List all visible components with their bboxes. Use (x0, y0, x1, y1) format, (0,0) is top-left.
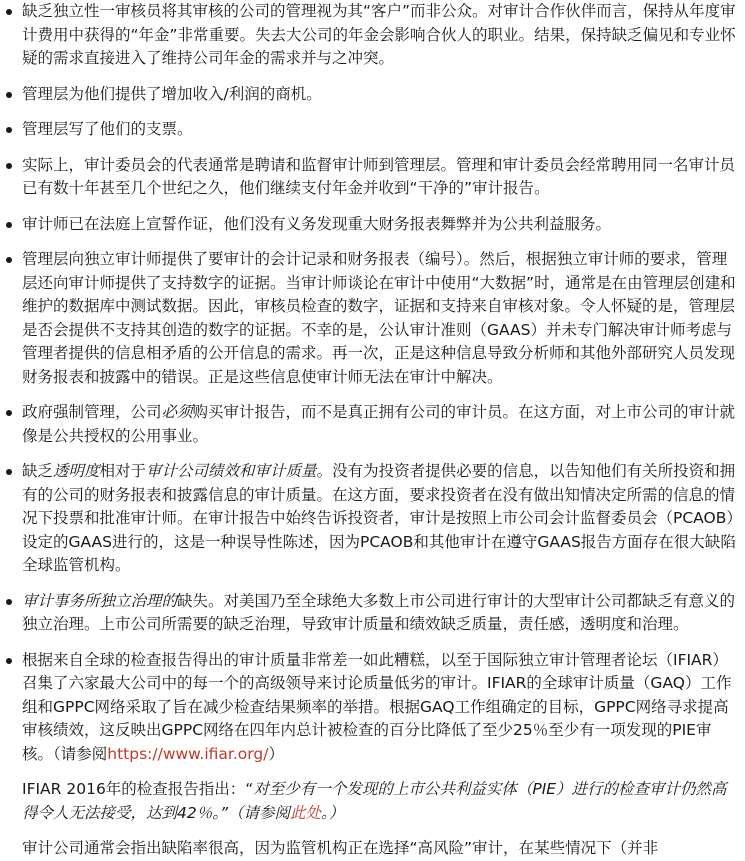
emphasis-audit-quality: 审计公司绩效和审计质量 (146, 462, 317, 480)
list-item-text: 实际上，审计委员会的代表通常是聘请和监督审计师到管理层。管理和审计委员会经常聘用同一名审计员已有数十年甚至几个世纪之久，他们继续支付年金并收到“干净的”审计报告。 (22, 155, 736, 197)
quote-lead: IFIAR 2016年的检查报告指出：“ (22, 780, 254, 798)
quote-paragraph (0, 778, 737, 825)
list-item-text-after: ） (268, 744, 284, 763)
quote-close: 。） (321, 803, 345, 822)
list-item (0, 0, 737, 71)
bullet-icon (6, 469, 12, 475)
here-link[interactable]: 此处 (290, 803, 322, 822)
list-item-text: 管理层写了他们的支票。 (22, 120, 193, 138)
quote-text: 对至少有一个发现的上市公共利益实体（PIE）进行的检查审计仍然高得令人无法接受，达到42％。 (22, 780, 727, 822)
ifiar-link[interactable]: https://www.ifiar.org/ (107, 744, 269, 763)
bullet-icon (6, 658, 12, 664)
list-item-text-after: 缺失。对美国乃至全球绝大多数上市公司进行审计的大型审计公司都缺乏有意义的独立治理。上市公司所需要的缺乏治理，导致审计质量和绩效缺乏质量，责任感，透明度和治理。 (22, 591, 736, 633)
list-item (0, 460, 737, 578)
list-item (0, 248, 737, 389)
list-item-text: 审计师已在法庭上宣誓作证，他们没有义务发现重大财务报表舞弊并为公共利益服务。 (22, 214, 612, 233)
list-item-text: 缺乏独立性一审核员将其审核的公司的管理视为其“客户”而非公众。对审计合作伙伴而言，保持从年度审计费用中获得的“年金”非常重要。失去大公司的年金会影响合伙人的职业。结果，保持缺乏偏见和专业怀疑的需求直接进入了维持公司年金的需求并与之冲突。 (22, 2, 736, 67)
list-item-text-before: 政府强制管理，公司 (22, 403, 162, 421)
bullet-icon (6, 599, 12, 605)
list-item (0, 83, 737, 107)
emphasis-transparency: 透明度 (53, 462, 100, 480)
list-item-text: 管理层为他们提供了增加收入/利润的商机。 (22, 84, 322, 103)
bullet-icon (6, 222, 12, 228)
list-item (0, 213, 737, 237)
list-item-text-before: 根据来自全球的检查报告得出的审计质量非常差一如此糟糕，以至于国际独立审计管理者论坛（IFIAR）召集了六家最大公司中的每一个的高级领导来讨论质量低劣的审计。IFIAR的全球审计质量（GAQ）工作组和GPPC网络采取了旨在减少检查结果频率的举措。根据GAQ工作组确定的目标，GPPC网络寻求提高审核绩效，这反映出GPPC网络在四年内总计被检查的百分比降低了至少25％至少有一项发现的PIE审核。（请参阅 (22, 650, 732, 763)
bullet-icon (6, 9, 12, 15)
list-item (0, 649, 737, 767)
bullet-icon (6, 92, 12, 98)
list-item (0, 401, 737, 448)
list-item (0, 590, 737, 637)
trailing-text: 审计公司通常会指出缺陷率很高，因为监管机构正在选择“高风险”审计，在某些情况下（并非 (22, 839, 659, 857)
list-item-text-e: 。没有为投资者提供必要的信息，以告知他们有关所投资和拥有的公司的财务报表和披露信息的审计质量。在这方面，要求投资者在没有做出知情决定所需的信息的情况下投票和批准审计师。在审计报告中始终告诉投资者，审计是按照上市公司会计监督委员会（PCAOB）设定的GAAS进行的，这是一种误导性陈述，因为PCAOB和其他审计在遵守GAAS报告方面存在很大缺陷全球监管机构。 (22, 462, 736, 574)
emphasis-text: 必须 (161, 403, 193, 421)
trailing-paragraph (0, 837, 737, 861)
bullet-icon (6, 127, 12, 133)
list-item (0, 118, 737, 142)
bullet-icon (6, 410, 12, 416)
list-item-text: 管理层向独立审计师提供了要审计的会计记录和财务报表（编号）。然后，根据独立审计师的要求，管理层还向审计师提供了支持数字的证据。当审计师谈论在审计中使用“大数据”时，通常是在由管理层创建和维护的数据库中测试数据。因此，审核员检查的数字，证据和支持来自审核对象。令人怀疑的是，管理层是否会提供不支持其创造的数字的证据。不幸的是，公认审计准则（GAAS）并未专门解决审计师考虑与管理者提供的信息相矛盾的公开信息的需求。再一次，正是这种信息导致分析师和其他外部研究人员发现财务报表和披露中的错误。正是这些信息使审计师无法在审计中解决。 (22, 250, 736, 386)
list-item-text-after: 购买审计报告，而不是真正拥有公司的审计员。在这方面，对上市公司的审计就像是公共授权的公用事业。 (22, 403, 736, 445)
emphasis-governance: 审计事务所独立治理的 (22, 591, 178, 610)
bullet-icon (6, 163, 12, 169)
quote-ref: ”（请参阅 (219, 803, 291, 822)
list-item (0, 154, 737, 201)
bullet-icon (6, 257, 12, 263)
list-item-text-a: 缺乏 (22, 462, 54, 480)
list-item-text-c: 相对于 (99, 462, 147, 480)
